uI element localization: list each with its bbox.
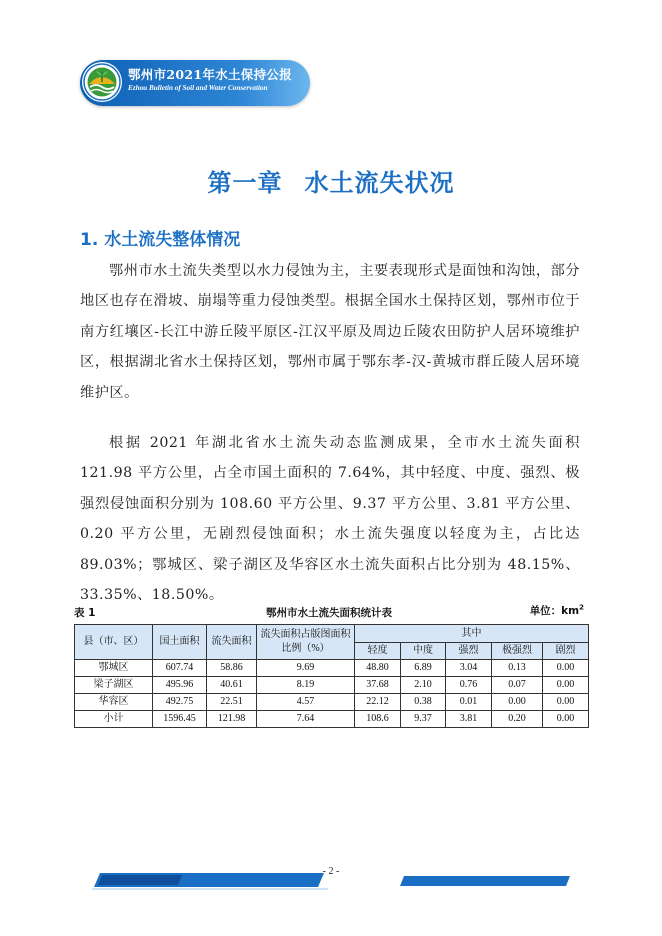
table-row — [75, 677, 589, 694]
cell-loss-area: 121.98 — [207, 711, 257, 728]
cell-loss-area: 58.86 — [207, 660, 257, 677]
header-level-moderate: 中度 — [401, 643, 446, 660]
cell-county: 华容区 — [75, 694, 153, 711]
table-label: 表 1 — [74, 607, 96, 619]
cell-intense: 3.81 — [446, 711, 492, 728]
cell-very-intense: 0.20 — [492, 711, 543, 728]
header-of-which: 其中 — [355, 625, 589, 643]
cell-light: 37.68 — [355, 677, 401, 694]
table-caption: 鄂州市水土流失面积统计表 — [266, 607, 392, 619]
bulletin-subtitle: Ezhou Bulletin of Soil and Water Conservation — [128, 84, 268, 92]
cell-light: 48.80 — [355, 660, 401, 677]
cell-light: 22.12 — [355, 694, 401, 711]
table-unit-sup: 2 — [579, 603, 584, 612]
cell-loss-area: 40.61 — [207, 677, 257, 694]
page-number: - 2 - — [322, 866, 340, 877]
cell-intense: 3.04 — [446, 660, 492, 677]
header-level-very-intense: 极强烈 — [492, 643, 543, 660]
cell-intense: 0.01 — [446, 694, 492, 711]
cell-intense: 0.76 — [446, 677, 492, 694]
cell-moderate: 0.38 — [401, 694, 446, 711]
cell-moderate: 6.89 — [401, 660, 446, 677]
paragraph-monitoring-results: 根据 2021 年湖北省水土流失动态监测成果，全市水土流失面积 121.98 平方公里，占全市国土面积的 7.64%，其中轻度、中度、强烈、极强烈侵蚀面积分别为 108.60 平方公里、9.37 平方公里、3.81 平方公里、0.20 平方公里，无剧烈侵蚀面积；水土流失强度以轻度为主，占比达 89.03%；鄂城区、梁子湖区及华容区水土流失面积占比分别为 48.15%、33.35%、18.50%。 — [80, 435, 580, 604]
cell-county: 梁子湖区 — [75, 677, 153, 694]
header-ratio: 流失面积占版图面积比例（%） — [257, 625, 355, 660]
cell-moderate: 9.37 — [401, 711, 446, 728]
cell-ratio: 4.57 — [257, 694, 355, 711]
header-level-intense: 强烈 — [446, 643, 492, 660]
header-level-light: 轻度 — [355, 643, 401, 660]
cell-severe: 0.00 — [543, 660, 589, 677]
cell-very-intense: 0.00 — [492, 694, 543, 711]
cell-loss-area: 22.51 — [207, 694, 257, 711]
cell-ratio: 7.64 — [257, 711, 355, 728]
section-title: 1. 水土流失整体情况 — [80, 230, 241, 250]
cell-moderate: 2.10 — [401, 677, 446, 694]
header-loss-area: 流失面积 — [207, 625, 257, 660]
cell-very-intense: 0.07 — [492, 677, 543, 694]
table-caption-row — [74, 603, 584, 621]
cell-land-area: 1596.45 — [153, 711, 207, 728]
header-land-area: 国土面积 — [153, 625, 207, 660]
cell-severe: 0.00 — [543, 694, 589, 711]
bulletin-title: 鄂州市2021年水土保持公报 — [128, 67, 292, 82]
cell-land-area: 492.75 — [153, 694, 207, 711]
paragraph-erosion-type: 鄂州市水土流失类型以水力侵蚀为主，主要表现形式是面蚀和沟蚀，部分地区也存在滑坡、崩塌等重力侵蚀类型。根据全国水土保持区划，鄂州市位于南方红壤区-长江中游丘陵平原区-江汉平原及周边丘陵农田防护人居环境维护区，根据湖北省水土保持区划，鄂州市属于鄂东孝-汉-黄城市群丘陵人居环境维护区。 — [80, 263, 580, 401]
cell-ratio: 8.19 — [257, 677, 355, 694]
table-unit-text: 单位：km — [529, 605, 580, 617]
soil-loss-table — [74, 624, 589, 728]
cell-land-area: 607.74 — [153, 660, 207, 677]
bulletin-logo-icon — [82, 62, 122, 102]
footer-right-stripe — [400, 875, 570, 887]
chapter-name: 水土流失状况 — [304, 169, 455, 197]
cell-ratio: 9.69 — [257, 660, 355, 677]
cell-county: 小计 — [75, 711, 153, 728]
cell-land-area: 495.96 — [153, 677, 207, 694]
header-level-severe: 剧烈 — [543, 643, 589, 660]
table-row-subtotal — [75, 711, 589, 728]
cell-severe: 0.00 — [543, 711, 589, 728]
table-unit — [530, 603, 584, 618]
cell-light: 108.6 — [355, 711, 401, 728]
chapter-title — [0, 163, 662, 198]
table-row — [75, 694, 589, 711]
cell-severe: 0.00 — [543, 677, 589, 694]
cell-very-intense: 0.13 — [492, 660, 543, 677]
chapter-number: 第一章 — [207, 169, 283, 197]
table-row — [75, 660, 589, 677]
table-header-row — [75, 625, 589, 643]
cell-county: 鄂城区 — [75, 660, 153, 677]
header-county: 县（市、区） — [75, 625, 153, 660]
